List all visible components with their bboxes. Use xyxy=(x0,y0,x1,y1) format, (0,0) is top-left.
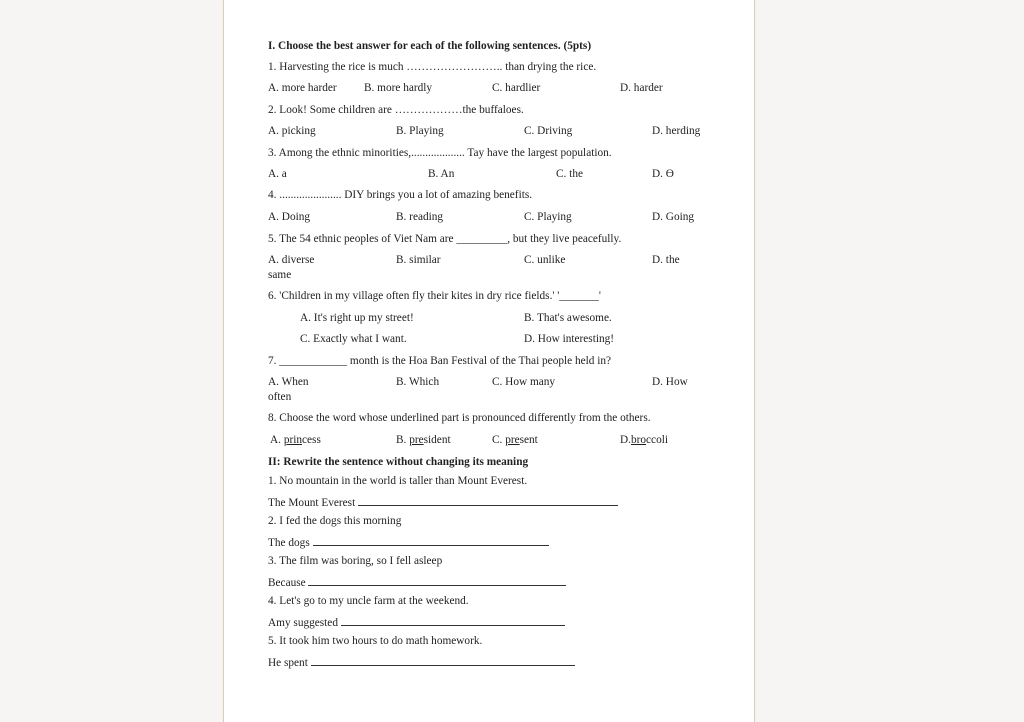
rewrite-4-sentence: 4. Let's go to my uncle farm at the weekend. xyxy=(268,595,469,607)
rewrite-1-sentence: 1. No mountain in the world is taller than Mount Everest. xyxy=(268,475,528,487)
q8-option-a-letter: A. xyxy=(270,434,281,446)
q7-option-a: A. When xyxy=(268,376,309,388)
q7-option-b: B. Which xyxy=(396,376,440,388)
q8-d-underlined: bro xyxy=(630,434,647,446)
q1-option-c: C. hardlier xyxy=(492,82,541,94)
q6-option-c: C. Exactly what I want. xyxy=(300,333,407,345)
q8-option-b xyxy=(396,433,451,447)
q3-option-a: A. a xyxy=(268,168,287,180)
question-3: 3. Among the ethnic minorities,................... Tay have the largest population. xyxy=(268,147,612,159)
rewrite-3-blank[interactable] xyxy=(308,574,566,586)
q5-option-a: A. diverse xyxy=(268,254,315,266)
q8-option-a xyxy=(270,433,321,447)
q4-option-c: C. Playing xyxy=(524,211,572,223)
section1-title: I. Choose the best answer for each of the following sentences. (5pts) xyxy=(268,40,592,52)
q8-d-rest: ccoli xyxy=(646,434,669,446)
q3-option-d: D. Ɵ xyxy=(652,168,674,180)
section2-title: II: Rewrite the sentence without changing its meaning xyxy=(268,456,529,468)
q2-option-c: C. Driving xyxy=(524,125,573,137)
rewrite-4-prompt: Amy suggested xyxy=(268,617,338,629)
q2-option-a: A. picking xyxy=(268,125,316,137)
q8-option-c-letter: C. xyxy=(492,434,503,446)
rewrite-1-prompt: The Mount Everest xyxy=(268,497,356,509)
q5-option-b: B. similar xyxy=(396,254,441,266)
rewrite-5-blank[interactable] xyxy=(311,654,575,666)
rewrite-4-blank[interactable] xyxy=(341,614,565,626)
q4-option-d: D. Going xyxy=(652,211,695,223)
rewrite-4-line xyxy=(268,614,565,630)
q5-option-c: C. unlike xyxy=(524,254,566,266)
q8-b-underlined: pre xyxy=(409,434,424,446)
question-5: 5. The 54 ethnic peoples of Viet Nam are _________, but they live peacefully. xyxy=(268,233,622,245)
rewrite-3-prompt: Because xyxy=(268,577,306,589)
worksheet-page xyxy=(223,0,755,722)
question-7: 7. ____________ month is the Hoa Ban Festival of the Thai people held in? xyxy=(268,355,612,367)
q8-option-c xyxy=(492,433,538,447)
q6-option-d: D. How interesting! xyxy=(524,333,615,345)
q1-option-d: D. harder xyxy=(620,82,663,94)
q1-option-b: B. more hardly xyxy=(364,82,433,94)
q8-c-rest: sent xyxy=(519,434,538,446)
q8-c-underlined: pre xyxy=(505,434,520,446)
q3-option-c: C. the xyxy=(556,168,583,180)
q2-option-d: D. herding xyxy=(652,125,701,137)
q5-option-d: D. the xyxy=(652,254,680,266)
q7-option-d-wrap: often xyxy=(268,391,292,403)
q2-option-b: B. Playing xyxy=(396,125,444,137)
q8-option-b-letter: B. xyxy=(396,434,407,446)
q1-option-a: A. more harder xyxy=(268,82,337,94)
q6-option-a: A. It's right up my street! xyxy=(300,312,414,324)
q8-a-underlined: prin xyxy=(283,434,303,446)
q4-option-b: B. reading xyxy=(396,211,444,223)
rewrite-3-line xyxy=(268,574,566,590)
rewrite-5-line xyxy=(268,654,575,670)
question-6: 6. 'Children in my village often fly their kites in dry rice fields.' '_______' xyxy=(268,290,601,302)
rewrite-2-blank[interactable] xyxy=(313,534,549,546)
rewrite-5-prompt: He spent xyxy=(268,657,308,669)
rewrite-2-line xyxy=(268,534,549,550)
question-4: 4. ...................... DIY brings you a lot of amazing benefits. xyxy=(268,189,533,201)
q7-option-c: C. How many xyxy=(492,376,556,388)
question-1: 1. Harvesting the rice is much …………………….. than drying the rice. xyxy=(268,61,597,73)
q5-option-d-wrap: same xyxy=(268,269,292,281)
question-2: 2. Look! Some children are ………………the buffaloes. xyxy=(268,104,524,116)
rewrite-3-sentence: 3. The film was boring, so I fell asleep xyxy=(268,555,443,567)
q8-option-d-letter: D. xyxy=(620,434,631,446)
rewrite-1-line xyxy=(268,494,618,510)
rewrite-1-blank[interactable] xyxy=(358,494,618,506)
q8-option-d xyxy=(620,433,668,447)
q4-option-a: A. Doing xyxy=(268,211,311,223)
q6-option-b: B. That's awesome. xyxy=(524,312,612,324)
rewrite-5-sentence: 5. It took him two hours to do math homework. xyxy=(268,635,483,647)
rewrite-2-sentence: 2. I fed the dogs this morning xyxy=(268,515,402,527)
q7-option-d: D. How xyxy=(652,376,688,388)
question-8: 8. Choose the word whose underlined part is pronounced differently from the others. xyxy=(268,412,651,424)
q8-a-rest: cess xyxy=(302,434,321,446)
q3-option-b: B. An xyxy=(428,168,455,180)
q8-b-rest: sident xyxy=(423,434,451,446)
rewrite-2-prompt: The dogs xyxy=(268,537,310,549)
